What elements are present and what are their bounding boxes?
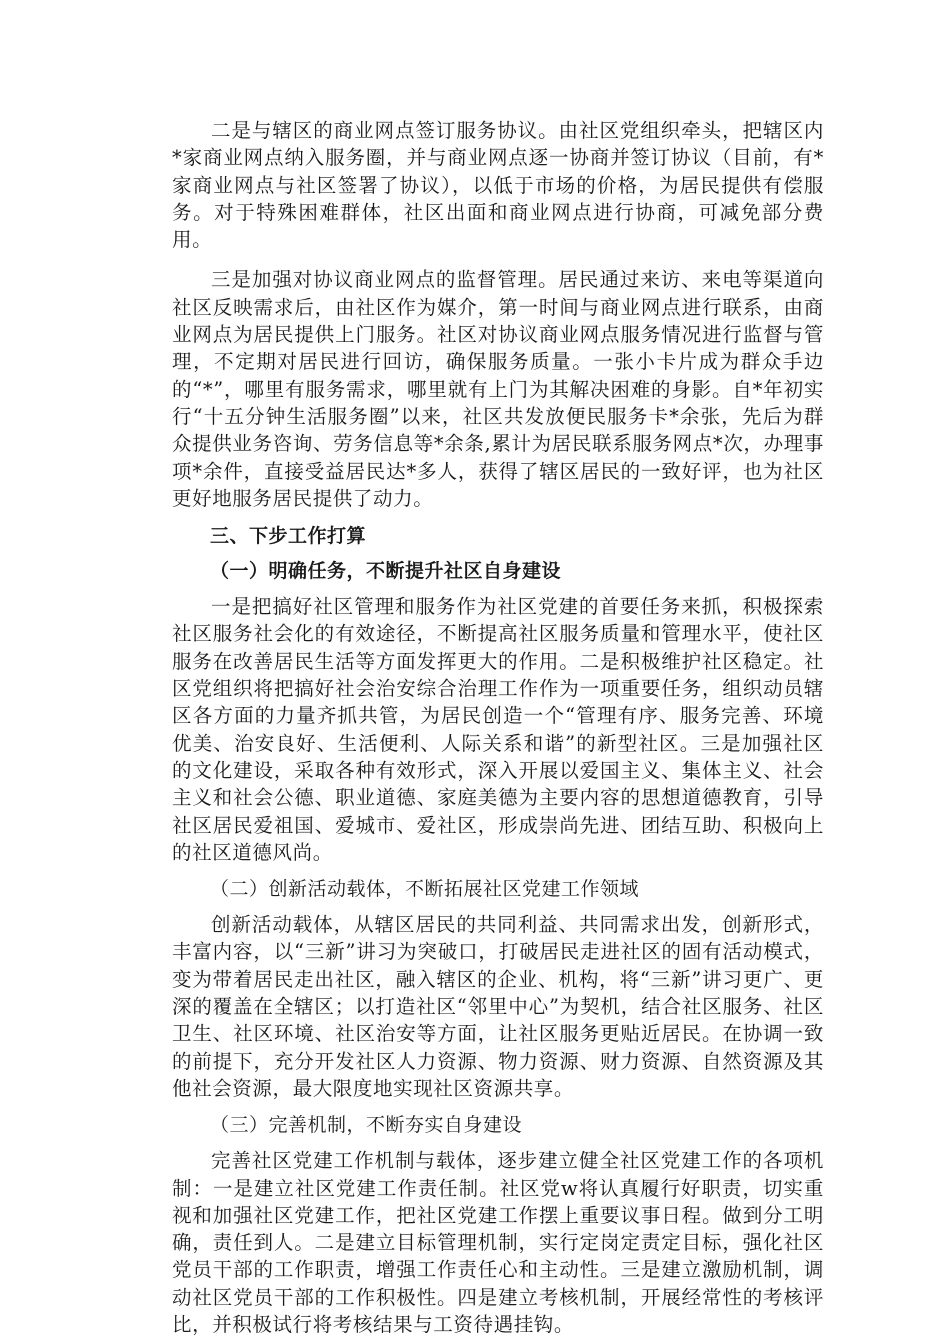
- subheading-improve-mechanisms: （三）完善机制，不断夯实自身建设: [210, 1114, 523, 1137]
- paragraph-supervision: 三是加强对协议商业网点的监督管理。居民通过来访、来电等渠道向社区反映需求后，由社区作为媒介，第一时间与商业网点进行联系，由商业网点为居民提供上门服务。社区对协议商业网点服务情况进行监督与管理，不定期对居民进行回访，确保服务质量。一张小卡片成为群众手边的“*”，哪里有服务需求，哪里就有上门为其解决困难的身影。自*年初实行“十五分钟生活服务圈”以来，社区共发放便民服务卡*余张，先后为群众提供业务咨询、劳务信息等*余条,累计为居民联系服务网点*次，办理事项*余件，直接受益居民达*多人，获得了辖区居民的一致好评，也为社区更好地服务居民提供了动力。: [172, 268, 824, 510]
- subheading-clarify-tasks: （一）明确任务，不断提升社区自身建设: [210, 560, 562, 583]
- paragraph-clarify-tasks: 一是把搞好社区管理和服务作为社区党建的首要任务来抓，积极探索社区服务社会化的有效途径，不断提高社区服务质量和管理水平，使社区服务在改善居民生活等方面发挥更大的作用。二是积极维护社区稳定。社区党组织将把搞好社会治安综合治理工作作为一项重要任务，组织动员辖区各方面的力量齐抓共管，为居民创造一个“管理有序、服务完善、环境优美、治安良好、生活便利、人际关系和谐”的新型社区。三是加强社区的文化建设，采取各种有效形式，深入开展以爱国主义、集体主义、社会主义和社会公德、职业道德、家庭美德为主要内容的思想道德教育，引导社区居民爱祖国、爱城市、爱社区，形成崇尚先进、团结互助、积极向上的社区道德风尚。: [172, 595, 824, 864]
- paragraph-improve-mechanisms: 完善社区党建工作机制与载体，逐步建立健全社区党建工作的各项机制：一是建立社区党建工作责任制。社区党w将认真履行好职责，切实重视和加强社区党建工作，把社区党建工作摆上重要议事日程。做到分工明确，责任到人。二是建立目标管理机制，实行定岗定责定目标，强化社区党员干部的工作职责，增强工作责任心和主动性。三是建立激励机制，调动社区党员干部的工作积极性。四是建立考核机制，开展经常性的考核评比，并积极试行将考核结果与工资待遇挂钩。: [172, 1149, 824, 1336]
- document-body: [172, 117, 824, 1338]
- subheading-innovate-carriers: （二）创新活动载体，不断拓展社区党建工作领域: [210, 878, 640, 901]
- paragraph-innovate-carriers: 创新活动载体，从辖区居民的共同利益、共同需求出发，创新形式，丰富内容，以“三新”讲习为突破口，打破居民走进社区的固有活动模式，变为带着居民走出社区，融入辖区的企业、机构，将“三新”讲习更广、更深的覆盖在全辖区；以打造社区“邻里中心”为契机，结合社区服务、社区卫生、社区环境、社区治安等方面，让社区服务更贴近居民。在协调一致的前提下，充分开发社区人力资源、物力资源、财力资源、自然资源及其他社会资源，最大限度地实现社区资源共享。: [172, 913, 824, 1100]
- section-heading-next-steps: 三、下步工作打算: [210, 525, 367, 548]
- paragraph-business-agreement: 二是与辖区的商业网点签订服务协议。由社区党组织牵头，把辖区内*家商业网点纳入服务圈，并与商业网点逐一协商并签订协议（目前，有*家商业网点与社区签署了协议），以低于市场的价格，为居民提供有偿服务。对于特殊困难群体，社区出面和商业网点进行协商，可减免部分费用。: [172, 119, 824, 252]
